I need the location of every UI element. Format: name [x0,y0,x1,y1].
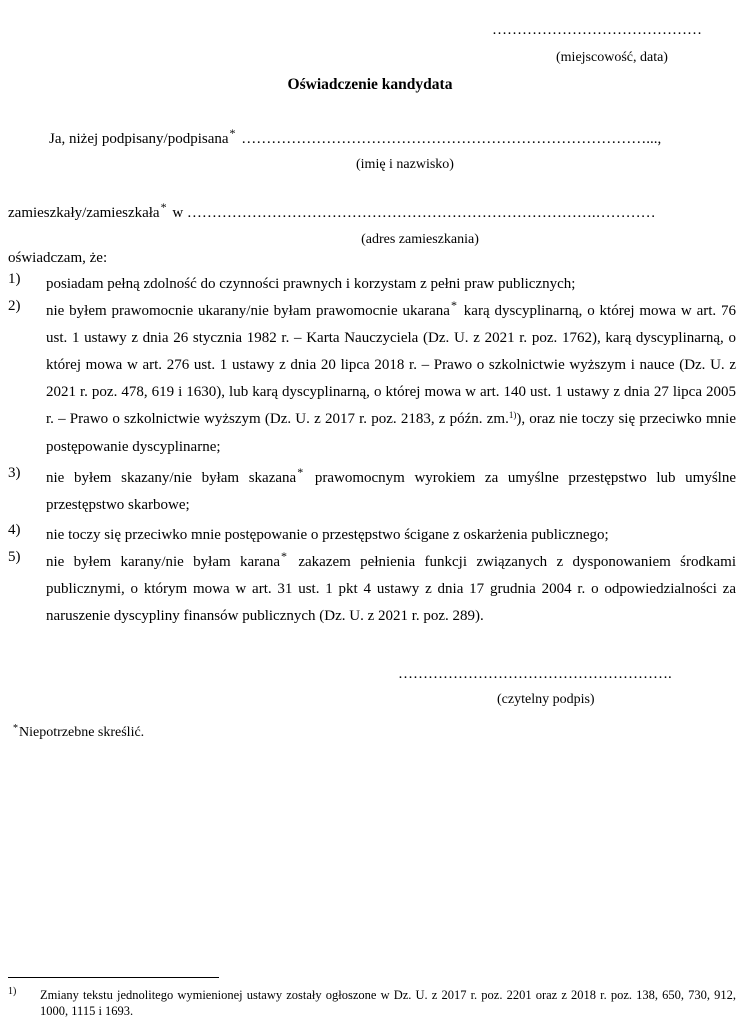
place-date-caption: (miejscowość, data) [556,50,668,65]
item-text [46,271,736,298]
item-text-main: nie toczy się przeciwko mnie postępowanie o przestępstwo ścigane z oskarżenia publicznego; [46,527,609,543]
declaration-item [8,549,736,630]
item-text [46,465,736,519]
signature-caption: (czytelny podpis) [497,692,595,707]
item-number: 3) [8,465,21,481]
strike-note [13,725,144,741]
item-number: 1) [8,271,21,287]
footnote-text: Zmiany tekstu jednolitego wymienionej ustawy zostały ogłoszone w Dz. U. z 2017 r. poz. 2201 oraz z 2018 r. poz. 138, 650, 730, 912, 1000, 1115 i 1693. [40,988,736,1018]
residence-label: zamieszkały/zamieszkała [8,205,160,221]
declarant-name-line [49,126,662,148]
strike-note-text: Niepotrzebne skreślić. [19,725,145,740]
name-dots: ………………………………………………………………………..., [237,131,662,147]
item-text [46,522,736,549]
item-text-main: nie byłem prawomocnie ukarany/nie byłam prawomocnie ukarana [46,303,450,319]
residence-dots: w ……………………………………………………………………….………… [168,205,656,221]
address-caption: (adres zamieszkania) [361,232,479,247]
name-caption: (imię i nazwisko) [356,157,454,172]
item-text-tail: ), oraz nie toczy się przeciwko mnie postępowanie dyscyplinarne; [46,411,736,455]
footnote-number: 1) [8,986,17,997]
asterisk-mark: * [229,126,236,140]
residence-line [8,200,656,222]
signature-dots: ………………………………………………. [398,666,672,682]
declaration-item [8,298,736,461]
item-number: 2) [8,298,21,314]
declaration-item [8,522,736,549]
item-text-cont: prawomocnym wyrokiem za umyślne przestępstwo lub umyślne przestępstwo skarbowe; [46,470,736,513]
asterisk-mark: * [281,549,287,563]
item-text-cont: karą dyscyplinarną, o której mowa w art. 76 ust. 1 ustawy z dnia 26 stycznia 1982 r. – Karta Nauczyciela (Dz. U. z 2021 r. poz. 1762), karą dyscyplinarną, o której mowa w art. 276 ust. 1 ustawy z dnia 20 lipca 2018 r. – Prawo o szkolnictwie wyższym i nauce (Dz. U. z 2021 r. poz. 478, 619 i 1630), lub karą dyscyplinarną, o której mowa w art. 140 ust. 1 ustawy z dnia 27 lipca 2005 r. – Prawo o szkolnictwie wyższym (Dz. U. z 2017 r. poz. 2183, z późn. zm. [46,303,736,427]
declaration-item [8,271,736,298]
place-date-dots: …………………………………… [492,22,702,38]
asterisk-mark: * [13,723,18,734]
declarant-intro: Ja, niżej podpisany/podpisana [49,131,229,147]
item-text [46,298,736,461]
document-title: Oświadczenie kandydata [287,76,453,93]
footnote-separator [8,977,219,978]
item-text-main: nie byłem karany/nie byłam karana [46,554,280,570]
item-number: 4) [8,522,21,538]
item-text-main: posiadam pełną zdolność do czynności prawnych i korzystam z pełni praw publicznych; [46,276,576,292]
declaration-item [8,465,736,519]
footnote-reference: 1) [508,410,517,420]
asterisk-mark: * [297,465,304,479]
declare-intro: oświadczam, że: [8,250,108,266]
asterisk-mark: * [450,298,457,312]
asterisk-mark: * [160,200,167,214]
item-text-cont: zakazem pełnienia funkcji związanych z dysponowaniem środkami publicznymi, o którym mowa w art. 31 ust. 1 pkt 4 ustawy z dnia 17 grudnia 2004 r. o odpowiedzialności za naruszenie dyscypliny finansów publicznych (Dz. U. z 2021 r. poz. 289). [46,554,736,624]
item-text [46,549,736,630]
item-text-main: nie byłem skazany/nie byłam skazana [46,470,297,486]
item-number: 5) [8,549,21,565]
